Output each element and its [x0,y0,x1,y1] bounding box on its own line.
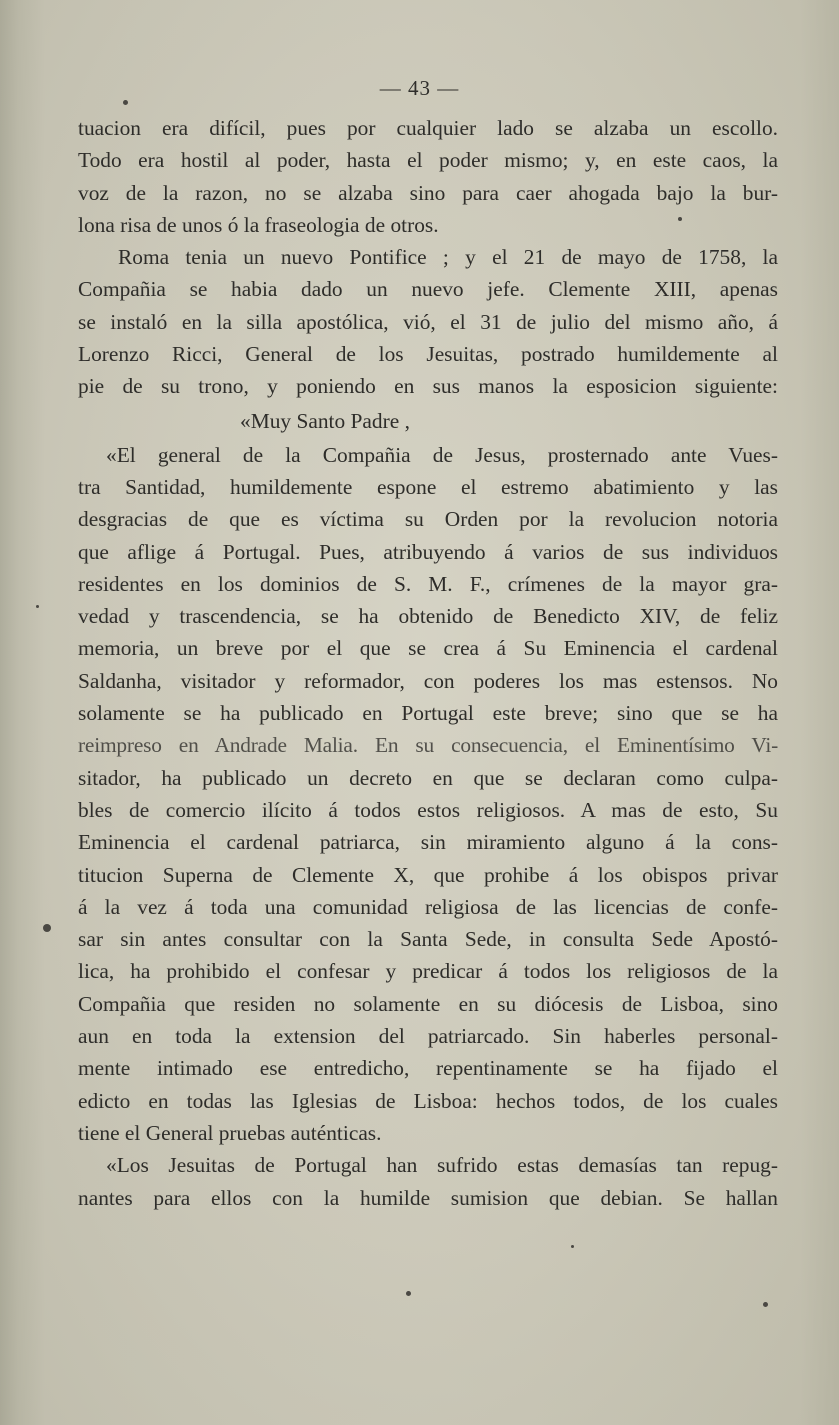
smudged-text-line: reimpreso en Andrade Malia. En su consecuencia, el Eminentísimo Vi- [78,733,778,758]
text-line: solamente se ha publicado en Portugal este breve; sino que se ha [78,701,778,726]
text-line: lona risa de unos ó la fraseologia de otros. [78,212,439,237]
text-line: á la vez á toda una comunidad religiosa de las licencias de confe- [78,894,778,919]
text-line: que aflige á Portugal. Pues, atribuyendo á varios de sus individuos [78,539,778,564]
text-line: sar sin antes consultar con la Santa Sede, in consulta Sede Apostó- [78,927,778,952]
text-line: vedad y trascendencia, se ha obtenido de Benedicto XIV, de feliz [78,604,778,629]
ink-speck [678,217,682,221]
text-line: tuacion era difícil, pues por cualquier lado se alzaba un escollo. [78,116,778,140]
text-line: Compañia se habia dado un nuevo jefe. Clemente XIII, apenas [78,277,778,302]
salutation-line: «Muy Santo Padre , [240,408,410,433]
ink-speck [406,1291,411,1296]
text-line: pie de su trono, y poniendo en sus manos la esposicion siguiente: [78,374,778,399]
ink-speck [43,924,51,932]
text-line: Compañia que residen no solamente en su diócesis de Lisboa, sino [78,991,778,1016]
text-line: tiene el General pruebas auténticas. [78,1120,382,1145]
text-line: se instaló en la silla apostólica, vió, el 31 de julio del mismo año, á [78,309,778,334]
text-line: nantes para ellos con la humilde sumision que debian. Se hallan [78,1185,778,1210]
text-line: residentes en los dominios de S. M. F., crímenes de la mayor gra- [78,571,778,596]
text-line: aun en toda la extension del patriarcado. Sin haberles personal- [78,1024,778,1049]
text-line: bles de comercio ilícito á todos estos religiosos. A mas de esto, Su [78,797,778,822]
body-text [78,112,778,1214]
paragraph-start-line: Roma tenia un nuevo Pontifice ; y el 21 de mayo de 1758, la [118,245,778,270]
text-line: voz de la razon, no se alzaba sino para caer ahogada bajo la bur- [78,180,778,205]
ink-speck [36,605,39,608]
page-number: — 43 — [379,76,460,100]
text-line: tra Santidad, humildemente espone el estremo abatimiento y las [78,474,778,499]
text-line: desgracias de que es víctima su Orden por la revolucion notoria [78,507,778,532]
text-line: mente intimado ese entredicho, repentinamente se ha fijado el [78,1056,778,1081]
text-line: Eminencia el cardenal patriarca, sin miramiento alguno á la cons- [78,830,778,855]
ink-speck [763,1302,768,1307]
text-line: Lorenzo Ricci, General de los Jesuitas, postrado humildemente al [78,342,778,367]
paragraph-start-line: «Los Jesuitas de Portugal han sufrido estas demasías tan repug- [106,1153,778,1178]
text-line: edicto en todas las Iglesias de Lisboa: hechos todos, de los cuales [78,1088,778,1113]
text-line: Todo era hostil al poder, hasta el poder mismo; y, en este caos, la [78,148,778,173]
text-line: sitador, ha publicado un decreto en que se declaran como culpa- [78,765,778,790]
paragraph-start-line: «El general de la Compañia de Jesus, prosternado ante Vues- [106,442,778,467]
text-line: Saldanha, visitador y reformador, con poderes los mas estensos. No [78,668,778,693]
ink-speck [571,1245,574,1248]
text-line: titucion Superna de Clemente X, que prohibe á los obispos privar [78,862,778,887]
text-line: memoria, un breve por el que se crea á Su Eminencia el cardenal [78,636,778,661]
text-line: lica, ha prohibido el confesar y predicar á todos los religiosos de la [78,959,778,984]
ink-speck [123,100,128,105]
